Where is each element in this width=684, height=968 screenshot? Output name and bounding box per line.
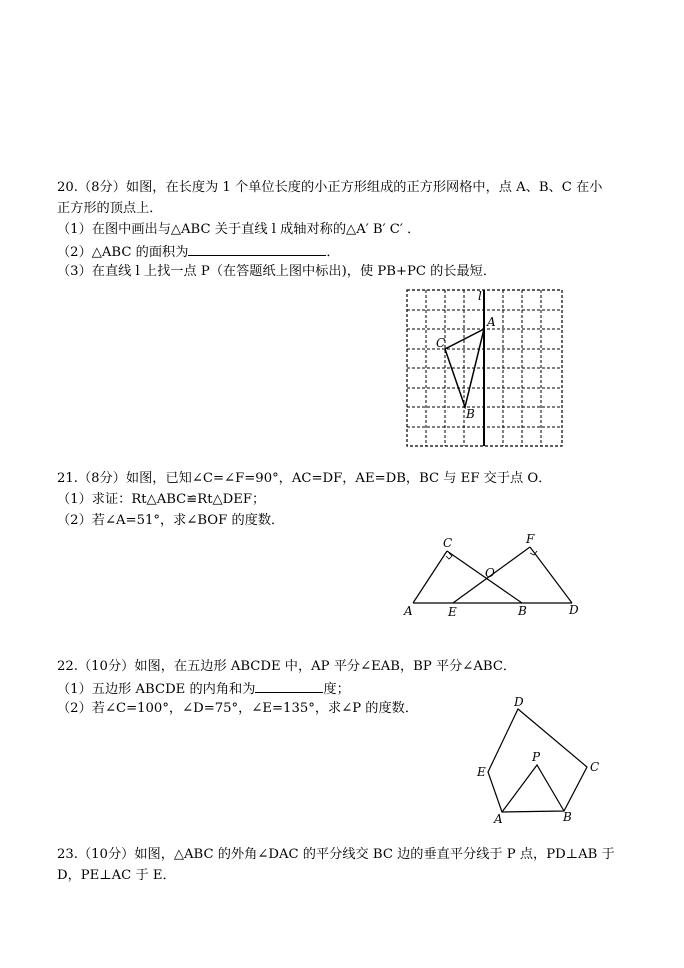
- q22-part1-prefix: （1）五边形 ABCDE 的内角和为: [57, 682, 256, 697]
- label-C: C: [436, 336, 446, 350]
- q22-part2: （2）若∠C=100°，∠D=75°，∠E=135°，求∠P 的度数．: [57, 701, 419, 716]
- label-B: B: [466, 407, 475, 421]
- label-D: D: [569, 603, 579, 617]
- q21-part1: （1）求证：Rt△ABC≌Rt△DEF；: [57, 492, 266, 507]
- q20-part2-suffix: ．: [326, 245, 340, 260]
- q22-part1-suffix: 度；: [323, 682, 350, 697]
- q23-line2: D，PE⊥AC 于 E．: [57, 868, 176, 883]
- q20-part1: （1）在图中画出与△ABC 关于直线 l 成轴对称的△A′ B′ C′ ．: [57, 222, 421, 237]
- label-E: E: [448, 605, 457, 619]
- label-A: A: [494, 812, 503, 826]
- bisectors-ap-bp: [502, 765, 564, 812]
- label-l: l: [478, 289, 482, 303]
- label-D: D: [514, 695, 524, 709]
- label-A: A: [404, 604, 413, 618]
- q22-line1: 22.（10分）如图，在五边形 ABCDE 中，AP 平分∠EAB，BP 平分∠ABC．: [57, 659, 517, 674]
- label-O: O: [485, 566, 495, 580]
- label-A: A: [487, 315, 496, 329]
- q23-line1: 23.（10分）如图，△ABC 的外角∠DAC 的平分线交 BC 边的垂直平分线于 P 点，PD⊥AB 于: [57, 847, 615, 862]
- q20-line2: 正方形的顶点上．: [57, 201, 163, 216]
- q20-part2-prefix: （2）△ABC 的面积为: [57, 245, 189, 260]
- q21-line1: 21.（8分）如图，已知∠C=∠F=90°，AC=DF，AE=DB，BC 与 EF 交于点 O．: [57, 471, 552, 486]
- q20-line1: 20.（8分）如图，在长度为 1 个单位长度的小正方形组成的正方形网格中，点 A、B、C 在小: [57, 180, 603, 195]
- label-F: F: [526, 532, 535, 546]
- label-P: P: [532, 750, 541, 764]
- label-C: C: [443, 536, 453, 550]
- label-B: B: [563, 810, 572, 824]
- label-E: E: [477, 765, 486, 779]
- label-B: B: [518, 604, 527, 618]
- q20-part3: （3）在直线 l 上找一点 P（在答题纸上图中标出)，使 PB+PC 的长最短．: [57, 264, 497, 279]
- q21-part2: （2）若∠A=51°，求∠BOF 的度数．: [57, 513, 285, 528]
- label-C: C: [590, 760, 600, 774]
